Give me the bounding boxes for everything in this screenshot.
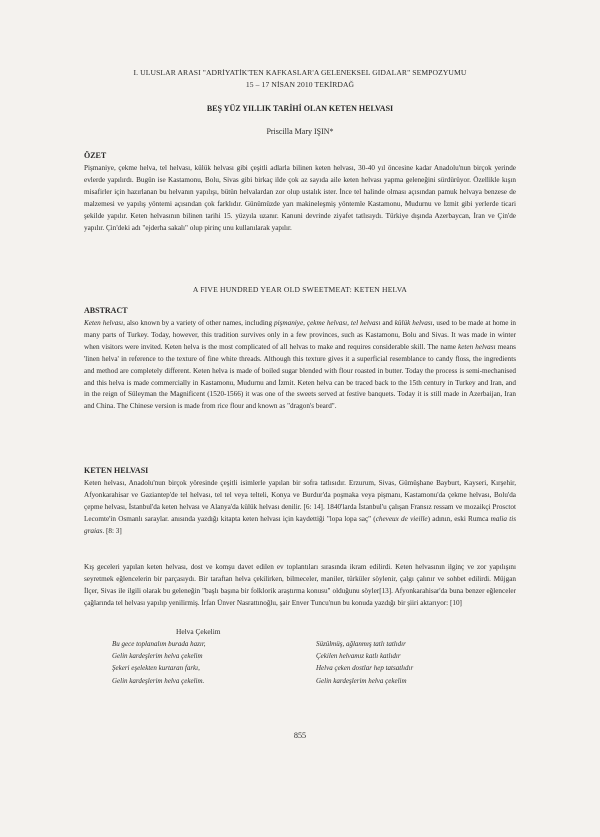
poem-right-stanza	[316, 638, 413, 687]
ozet-heading: ÖZET	[84, 151, 107, 160]
keten-p1-italic-2: malia tis graias	[84, 514, 517, 535]
abstract-text-c: means 'linen helva' in reference to the texture of fine white threads. Although this texture gives it a superficial resemblance to candy floss, the ingredients and method are completely different. Keten helva is made of boiled sugar blended with flour roasted in butter. Today the process is semi-mechanised and this helva is made commercially in Kastamonu, Mudurnu and İzmit. Keten helva can be traced back to the 15th century in Turkey and Iran, and in the reign of Süleyman the Magnificent (1520-1566) it was one of the sweets served at festive banquets. Today it is still made in Azerbaijan, Iran and China. The Chinese version is made from rice flour and known as "dragon's beard".	[84, 342, 516, 411]
poem-left-stanza	[112, 638, 206, 687]
symposium-header-line2: 15 – 17 NİSAN 2010 TEKİRDAĞ	[245, 80, 355, 89]
keten-p1-text-c: . [8: 3]	[102, 526, 122, 535]
abstract-term-keten-2: keten helvası	[458, 342, 496, 351]
abstract-paragraph	[84, 318, 516, 413]
ozet-text: Pişmaniye, çekme helva, tel helvası, külük helvası gibi çeşitli adlarla bilinen keten helvası, 30-40 yıl öncesine kadar Anadolu'nun birçok yerinde evlerde yapılırdı. Bugün ise Kastamonu, Bolu, Sivas gibi birkaç ilde çok az sayıda aile keten helvası yapma geleneğini sürdürüyor. Özellikle kışın misafirler için hazırlanan bu helvanın yapılışı, bütün helvalardan zor olup ustalık ister. İnce tel halinde olması açısından pamuk helvaya benzese de malzemesi ve yapılış yöntemi açısından çok farklıdır. Günümüzde yarı makineleşmiş yöntemle Kastamonu, Mudurnu ve İzmit gibi yerlerde ticari şekilde yapılır. Keten helvasının bilinen tarihi 15. yüzyıla uzanır. Kanuni devrinde ziyafet tatlısıydı. Türkiye dışında Azerbaycan, İran ve Çin'de yapılır. Çin'deki adı "ejderha sakalı" olup pirinç unu kullanılarak yapılır.	[84, 164, 516, 232]
poem-line: Çekilen helvamız katlı katlıdır	[316, 652, 401, 661]
poem-line: Helva çeken dostlar hep tatsatlıdır	[316, 664, 414, 673]
symposium-header-line1: I. ULUSLAR ARASI "ADRİYATİK'TEN KAFKASLAR'A GELENEKSEL GIDALAR" SEMPOZYUMU	[133, 68, 467, 77]
keten-paragraph-2	[84, 562, 516, 610]
keten-p2-text: Kış geceleri yapılan keten helvası, dost ve komşu davet edilen ev toplantıları sırasında ikram edilirdi. Keten helvasının ilginç ve zor yapılışını seyretmek eğlencelerin bir parçasıydı. Bir taraftan helva çekilirken, bilmeceler, maniler, türküler söylenir, çalgı çalınır ve sohbet edilirdi. Müjgan İlçer, Sivas ile ilgili olarak bu geleneğin "başlı başına bir folklorik araştırma konusu" olduğunu söyler[13]. Afyonkarahisar'da buna benzer eğlenceler çağlarında tel helvası yapılıp yenilirmiş. İrfan Ünver Nasrattınoğlu, şair Enver Tuncu'nun bu konuda yazdığı bir şiiri aktarıyor: [10]	[84, 563, 516, 607]
poem-line: Süzülmüş, ağlanmış tatlı tatlıdır	[316, 640, 406, 648]
keten-helvasi-heading: KETEN HELVASI	[84, 466, 149, 475]
page-number: 855	[293, 731, 307, 740]
abstract-text-b: , used to be made at home in many parts of Turkey. Today, however, this tradition survives only in a few provinces, such as Kastamonu, Bolu and Sivas. It was made in winter when visitors were invited. Keten helva is the most complicated of all helvas to make and requires considerable skill. The name	[84, 319, 516, 351]
abstract-term-keten: Keten helvası	[84, 319, 124, 327]
abstract-term-kuluk: külük helvası	[394, 319, 433, 327]
poem-line: Gelin kardeşlerim helva çekelim	[316, 676, 407, 685]
keten-p1-text-b: ) adının, eski Rumca	[427, 514, 491, 523]
paper-title: BEŞ YÜZ YILLIK TARİHİ OLAN KETEN HELVASI	[206, 104, 394, 113]
abstract-term-names: pişmaniye, çekme helvası, tel helvası	[274, 319, 381, 327]
keten-p1-italic-1: cheveux de vieille	[375, 514, 428, 523]
keten-p1-text-a: Keten helvası, Anadolu'nun birçok yöresinde çeşitli isimlerle yapılan bir sofra tatlısıdır. Erzurum, Sivas, Gümüşhane Bayburt, Kayseri, Kırşehir, Afyonkarahisar ve Gaziantep'de tel helvası, tel tel veya telteli, Konya ve Burdur'da poşmaka veya pişmanı, Kastamonu'da çekme helvası, Bolu'da çepme helvası, İstanbul'da keten helvası ve Alanya'da külük helvası denilir. [6: 14]. 1840'larda İstanbul'u çalışan Fransız ressam ve mozaikçi Prosctot Lecomte'in Osmanlı saraylar. anısında yazdığı kitapta keten helvası için kaydettiği "lopa lopa saç" (	[84, 479, 516, 523]
author-name: Priscilla Mary IŞIN*	[266, 127, 334, 136]
abstract-heading: ABSTRACT	[84, 306, 128, 315]
poem-line: Gelin kardeşlerim helva çekelim	[112, 652, 203, 661]
abstract-text-and: and	[380, 319, 395, 327]
poem-title: Helva Çekelim	[176, 627, 221, 636]
poem-line: Şekeri eşelekten kurtaran farkı,	[112, 664, 200, 673]
keten-paragraph-1	[84, 478, 516, 538]
ozet-paragraph	[84, 163, 516, 234]
poem-line: Bu gece toplanalım burada hazır,	[112, 640, 206, 648]
abstract-text-a: , also known by a variety of other names, including	[123, 319, 275, 327]
poem-line: Gelin kardeşlerim helva çekelim.	[112, 676, 205, 685]
english-title: A FIVE HUNDRED YEAR OLD SWEETMEAT: KETEN HELVA	[192, 285, 408, 294]
